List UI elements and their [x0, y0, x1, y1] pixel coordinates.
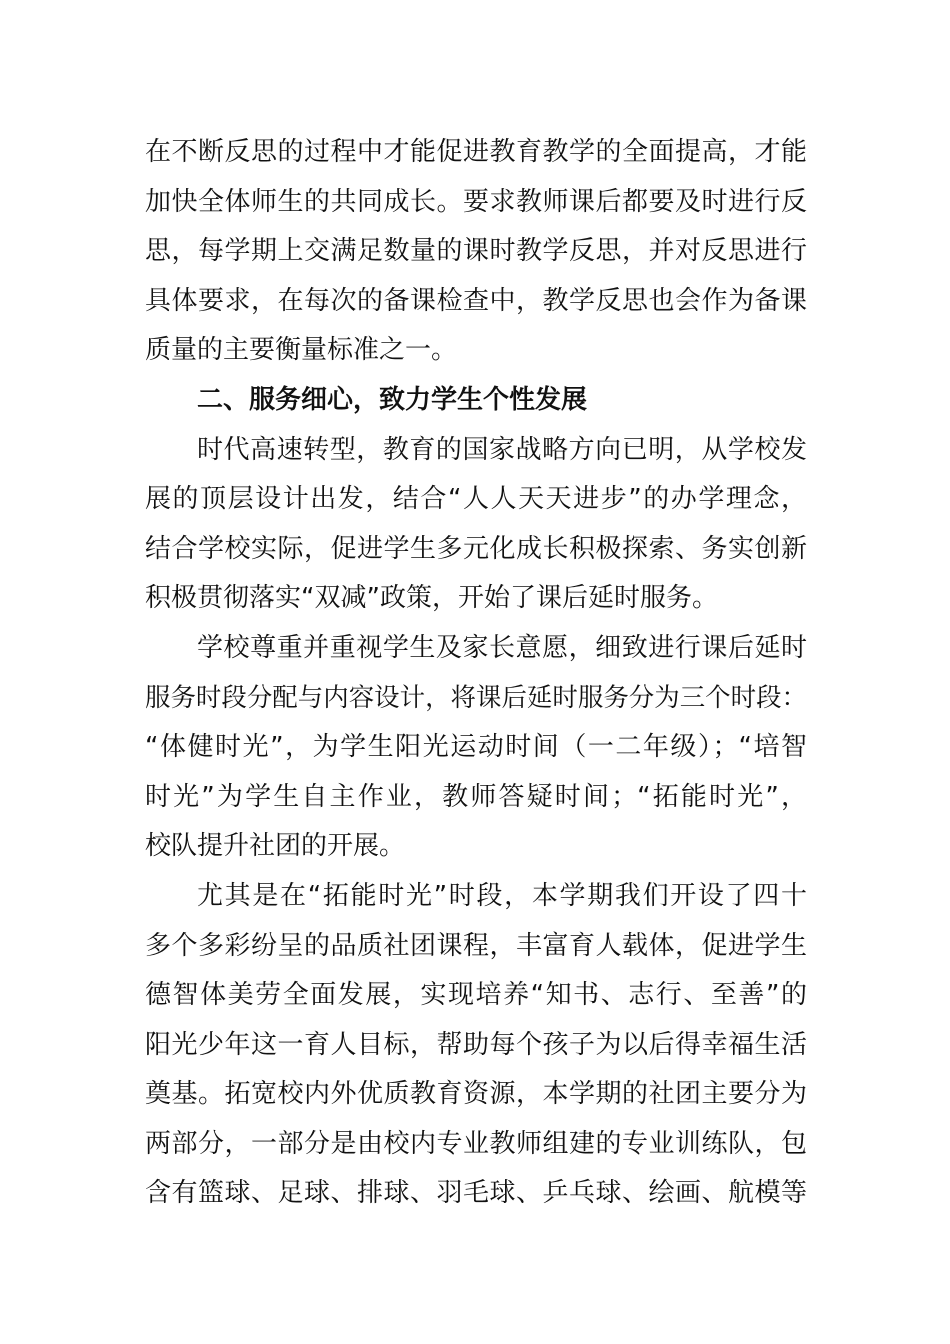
- text-line: 在不断反思的过程中才能促进教育教学的全面提高，才能: [145, 137, 807, 167]
- text-line: 含有篮球、足球、排球、羽毛球、乒乓球、绘画、航模等: [145, 1178, 807, 1208]
- section-heading: 二、服务细心，致力学生个性发展: [197, 385, 588, 415]
- text-line: 校队提升社团的开展。: [145, 831, 406, 861]
- text-line: 多个多彩纷呈的品质社团课程，丰富育人载体，促进学生: [145, 931, 807, 961]
- text-line: 质量的主要衡量标准之一。: [145, 335, 458, 365]
- text-line: 阳光少年这一育人目标，帮助每个孩子为以后得幸福生活: [145, 1030, 807, 1060]
- text-line: 结合学校实际，促进学生多元化成长积极探索、务实创新: [145, 534, 807, 564]
- text-line: 服务时段分配与内容设计，将课后延时服务分为三个时段：: [145, 683, 807, 713]
- text-line: 学校尊重并重视学生及家长意愿，细致进行课后延时: [197, 633, 807, 663]
- text-line: 具体要求，在每次的备课检查中，教学反思也会作为备课: [145, 286, 807, 316]
- text-line: 思，每学期上交满足数量的课时教学反思，并对反思进行: [145, 236, 807, 266]
- text-line: 时光”为学生自主作业，教师答疑时间；“拓能时光”，: [145, 782, 807, 812]
- text-line: 德智体美劳全面发展，实现培养“知书、志行、至善”的: [145, 980, 807, 1010]
- text-line: 奠基。拓宽校内外优质教育资源，本学期的社团主要分为: [145, 1079, 807, 1109]
- text-line: 积极贯彻落实“双减”政策，开始了课后延时服务。: [145, 583, 718, 613]
- text-line: 加快全体师生的共同成长。要求教师课后都要及时进行反: [145, 187, 807, 217]
- text-line: 两部分，一部分是由校内专业教师组建的专业训练队，包: [145, 1129, 807, 1159]
- text-line: 展的顶层设计出发，结合“人人天天进步”的办学理念，: [145, 484, 807, 514]
- text-line: “体健时光”，为学生阳光运动时间（一二年级）；“培智: [145, 732, 807, 762]
- text-line: 尤其是在“拓能时光”时段，本学期我们开设了四十: [197, 881, 807, 911]
- text-line: 时代高速转型，教育的国家战略方向已明，从学校发: [197, 435, 807, 465]
